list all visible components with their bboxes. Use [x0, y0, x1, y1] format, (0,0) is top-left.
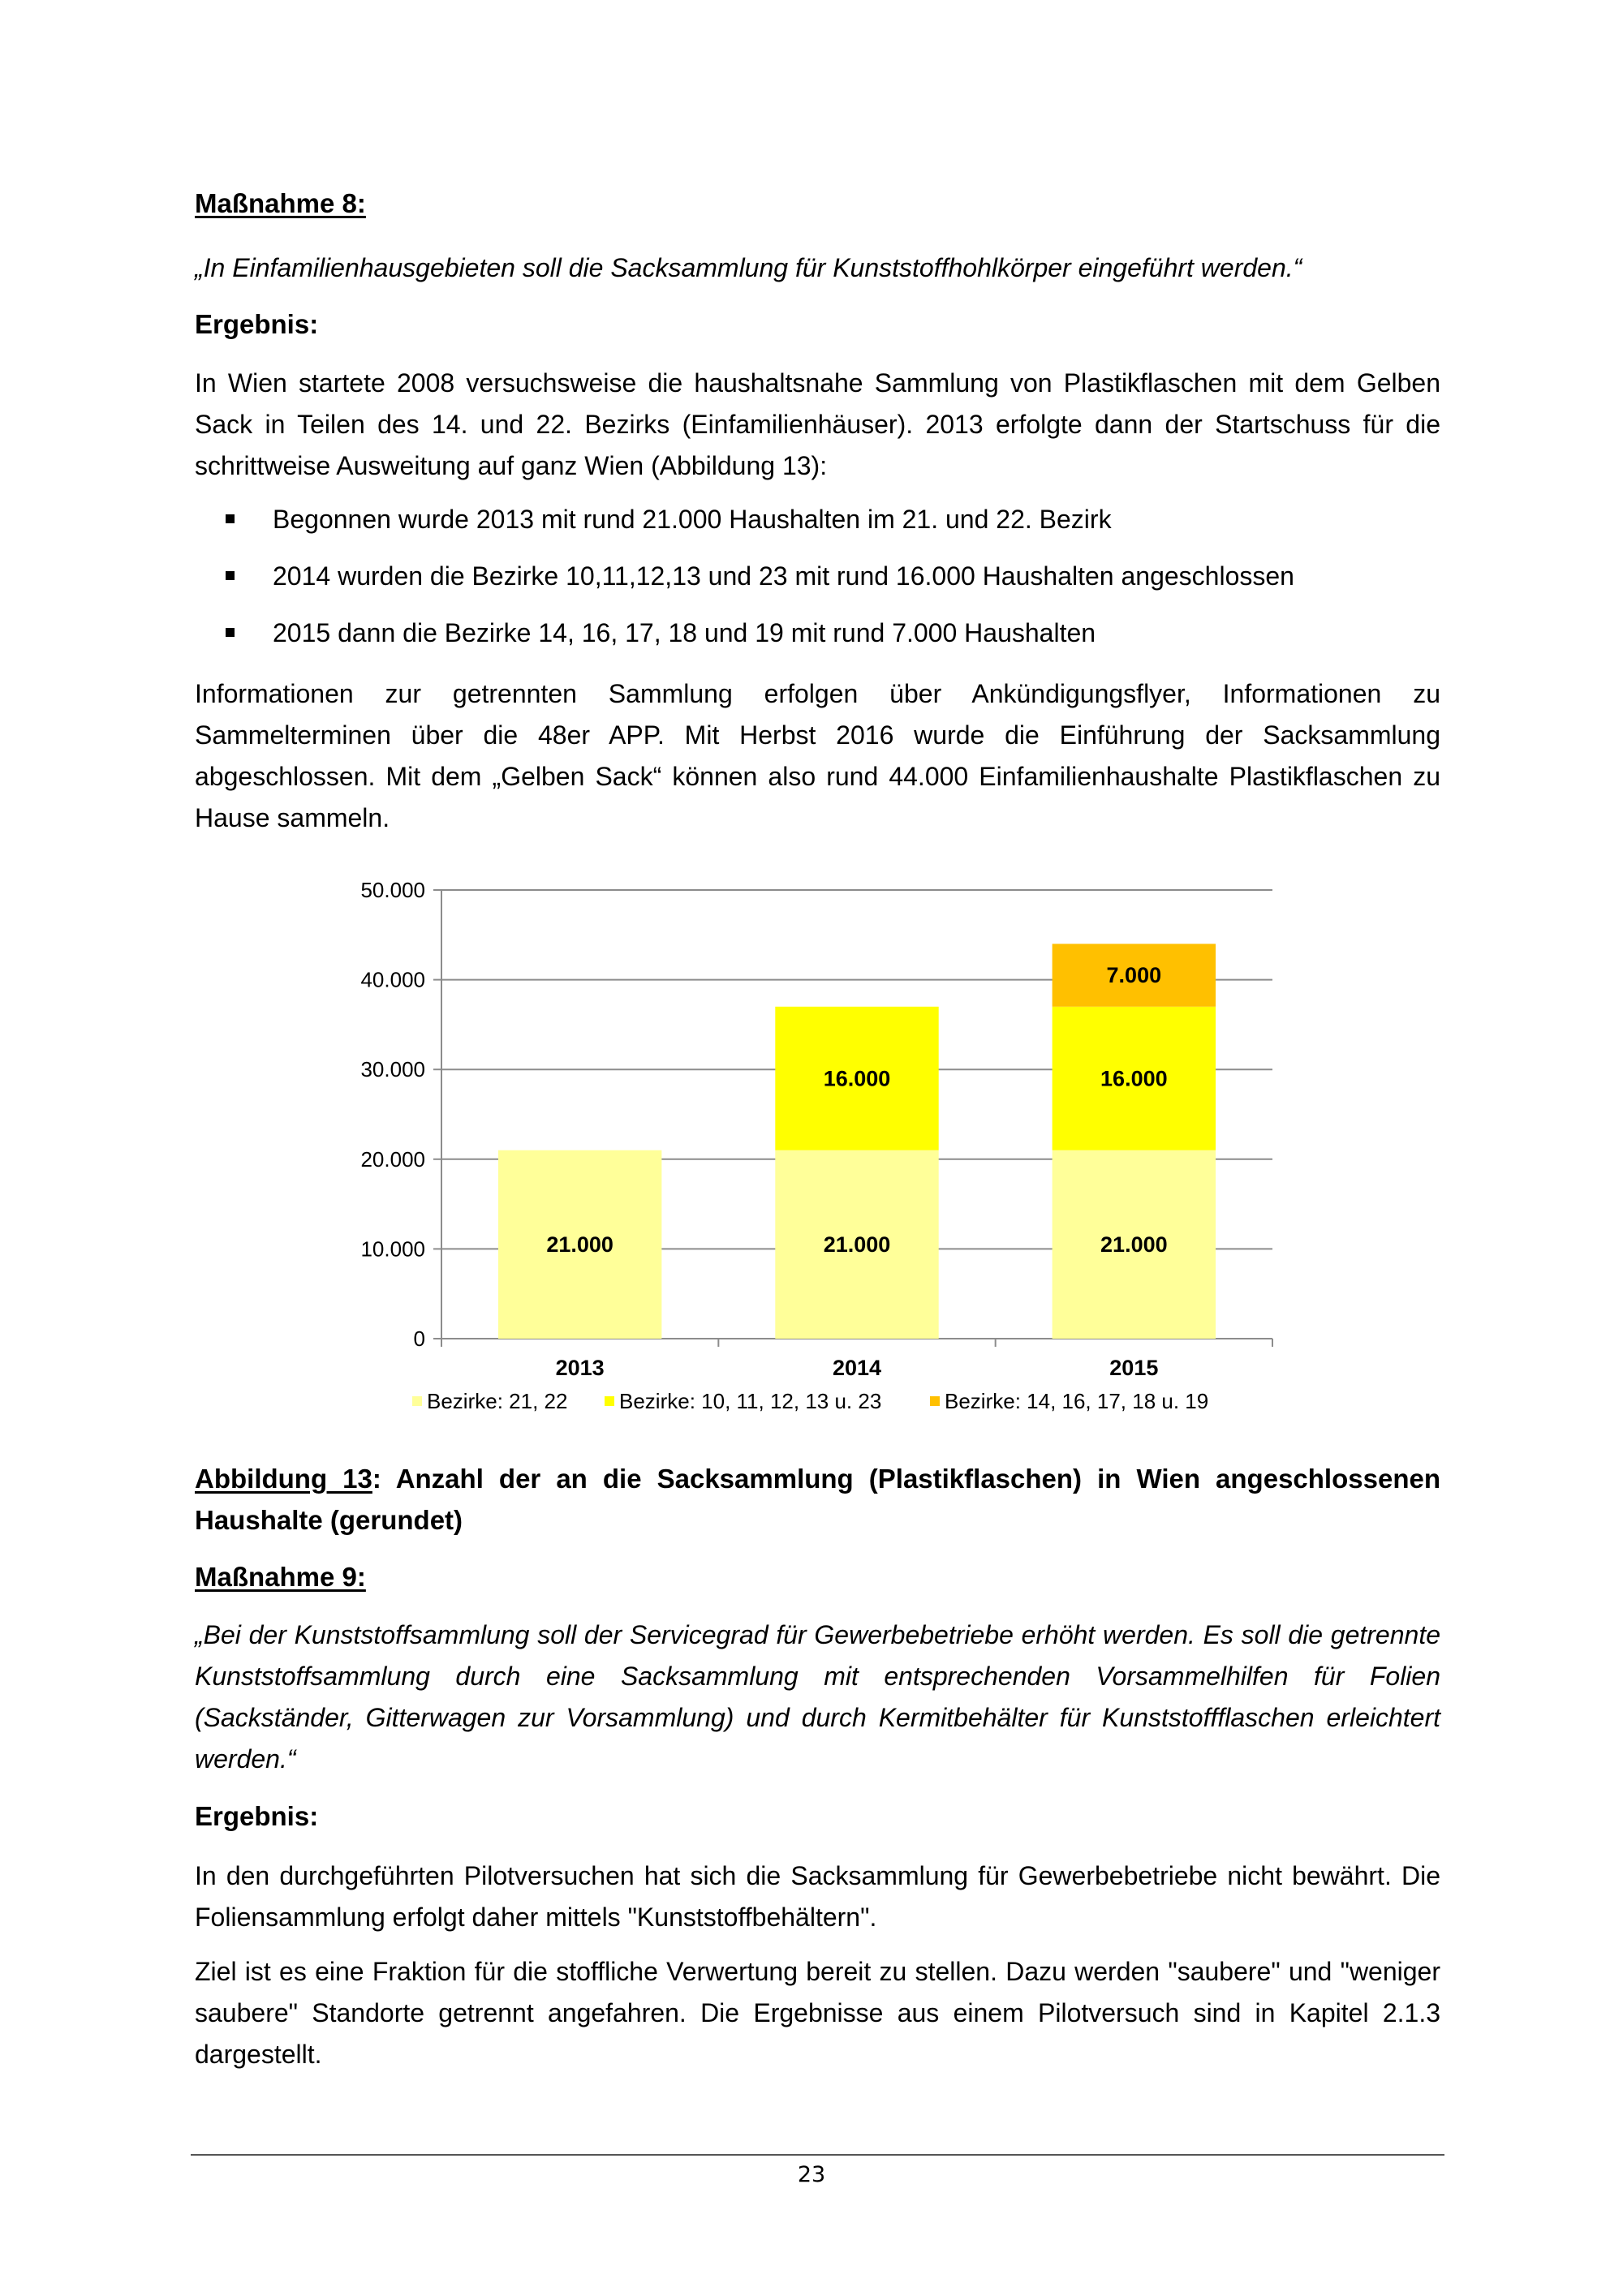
footer-divider [191, 2154, 1444, 2156]
legend-label: Bezirke: 14, 16, 17, 18 u. 19 [945, 1389, 1209, 1413]
section-8-quote: „In Einfamilienhausgebieten soll die Sacksammlung für Kunststoffhohlkörper eingeführt werden.“ [195, 253, 1302, 282]
y-tick-label: 40.000 [360, 967, 425, 992]
section-8-heading: Maßnahme 8: [195, 188, 366, 218]
page-number: 23 [797, 2162, 826, 2187]
section-9-quote: „Bei der Kunststoffsammlung soll der Servicegrad für Gewerbebetriebe erhöht werden. Es soll die getrennte Kunststoffsammlung durch eine Sacksammlung mit entsprechenden Vorsammelhilfen für Folien (Sackständer, Gitterwagen zur Vorsammlung) und durch Kermitbehälter für Kunststoffflaschen erleichtert werden.“ [195, 1620, 1440, 1774]
list-item: 2014 wurden die Bezirke 10,11,12,13 und 23 mit rund 16.000 Haushalten angeschlossen [195, 556, 1440, 613]
figure-caption-label: Abbildung 13 [195, 1464, 372, 1494]
x-category-label: 2015 [1109, 1356, 1159, 1380]
bar-data-label: 16.000 [1100, 1066, 1168, 1091]
y-tick-label: 50.000 [360, 878, 425, 902]
section-9-heading: Maßnahme 9: [195, 1562, 366, 1592]
y-tick-label: 10.000 [360, 1236, 425, 1262]
section-8-paragraph-1: In Wien startete 2008 versuchsweise die haushaltsnahe Sammlung von Plastikflaschen mit dem Gelben Sack in Teilen des 14. und 22. Bezirks (Einfamilienhäuser). 2013 erfolgte dann der Startschuss für die schrittweise Ausweitung auf ganz Wien (Abbildung 13): [195, 368, 1440, 480]
legend-swatch [412, 1396, 422, 1406]
x-category-label: 2013 [555, 1356, 605, 1380]
list-item: 2015 dann die Bezirke 14, 16, 17, 18 und 19 mit rund 7.000 Haushalten [195, 613, 1440, 669]
section-9-paragraph-1: In den durchgeführten Pilotversuchen hat sich die Sacksammlung für Gewerbebetriebe nicht bewährt. Die Foliensammlung erfolgt daher mittels "Kunststoffbehältern". [195, 1861, 1440, 1932]
legend-label: Bezirke: 21, 22 [427, 1389, 568, 1413]
y-tick-label: 20.000 [360, 1146, 425, 1172]
section-9-result-label: Ergebnis: [195, 1801, 319, 1831]
figure-caption-text: : Anzahl der an die Sacksammlung (Plastikflaschen) in Wien angeschlossenen Haushalte (gerundet) [195, 1464, 1440, 1535]
legend-swatch [605, 1396, 614, 1406]
section-8-result-label: Ergebnis: [195, 309, 319, 339]
legend-label: Bezirke: 10, 11, 12, 13 u. 23 [619, 1389, 882, 1413]
figure-caption [195, 1458, 1440, 1541]
bar-data-label: 21.000 [823, 1232, 891, 1257]
legend-swatch [930, 1396, 940, 1406]
bar-data-label: 16.000 [823, 1066, 891, 1091]
list-item: Begonnen wurde 2013 mit rund 21.000 Haushalten im 21. und 22. Bezirk [195, 499, 1440, 556]
y-tick-label: 30.000 [360, 1057, 425, 1082]
bar-data-label: 7.000 [1106, 963, 1162, 988]
section-9-paragraph-2: Ziel ist es eine Fraktion für die stoffliche Verwertung bereit zu stellen. Dazu werden "saubere" und "weniger saubere" Standorte getrennt angefahren. Die Ergebnisse aus einem Pilotversuch sind in Kapitel 2.1.3 dargestellt. [195, 1957, 1440, 2069]
section-8-paragraph-2: Informationen zur getrennten Sammlung erfolgen über Ankündigungsflyer, Informationen zu Sammelterminen über die 48er APP. Mit Herbst 2016 wurde die Einführung der Sacksammlung abgeschlossen. Mit dem „Gelben Sack“ können also rund 44.000 Einfamilienhaushalte Plastikflaschen zu Hause sammeln. [195, 679, 1440, 832]
x-category-label: 2014 [832, 1356, 882, 1380]
y-tick-label: 0 [413, 1326, 425, 1351]
bar-data-label: 21.000 [1100, 1232, 1168, 1257]
bar-data-label: 21.000 [546, 1232, 613, 1257]
